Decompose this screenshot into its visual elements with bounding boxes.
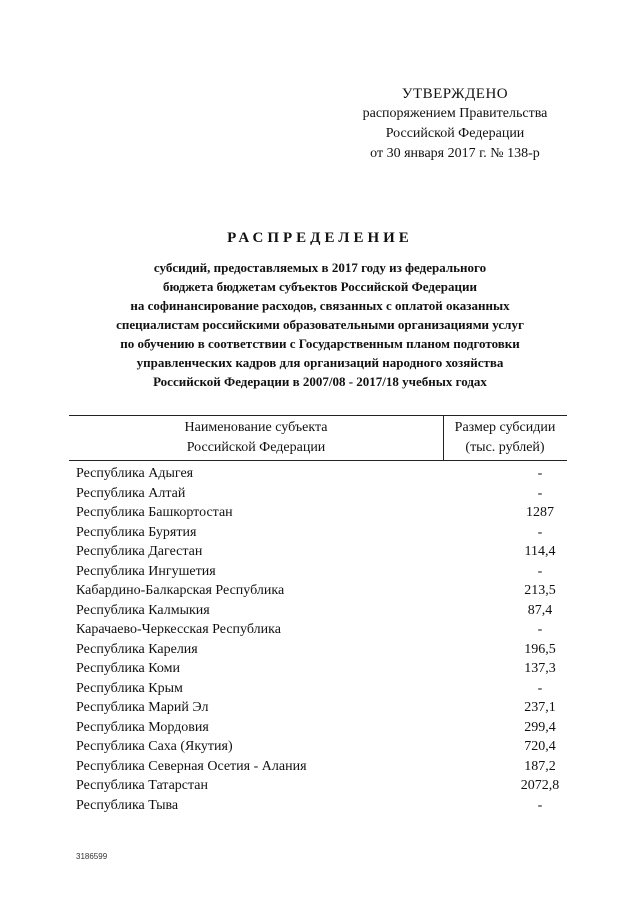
header-text: Размер субсидии — [454, 420, 556, 435]
table-row — [76, 698, 566, 718]
subject-name: Республика Дагестан — [76, 544, 203, 559]
table-body — [76, 464, 566, 815]
subtitle-line: специалистам российскими образовательными организациями услуг — [116, 317, 524, 332]
header-text: Российской Федерации — [186, 440, 326, 455]
approval-line-1: распоряжением Правительства — [362, 106, 548, 121]
subtitle-line: по обучению в соответствии с Государственным планом подготовки — [120, 336, 520, 351]
subject-name: Республика Калмыкия — [76, 602, 210, 618]
subtitle-line: бюджета бюджетам субъектов Российской Федерации — [163, 279, 477, 294]
subsidy-value: 137,3 — [524, 661, 556, 676]
subject-name: Республика Коми — [76, 661, 180, 676]
subsidy-value: 213,5 — [524, 583, 556, 598]
subsidy-value: 237,1 — [524, 700, 556, 715]
table-row — [76, 523, 566, 543]
table-row — [76, 679, 566, 699]
table-row — [76, 581, 566, 601]
column-header-subsidy — [443, 418, 567, 458]
subject-name: Республика Ингушетия — [76, 563, 216, 579]
subsidy-value: 720,4 — [524, 739, 556, 754]
subject-name: Республика Алтай — [76, 485, 186, 501]
table-row — [76, 464, 566, 484]
subsidy-value: - — [537, 622, 543, 637]
subject-name: Республика Карелия — [76, 641, 198, 657]
header-text: Наименование субъекта — [184, 420, 328, 435]
table-row — [76, 601, 566, 621]
table-row — [76, 542, 566, 562]
table-row — [76, 796, 566, 816]
table-row — [76, 640, 566, 660]
subsidy-value: - — [537, 466, 543, 481]
subsidy-value: 299,4 — [524, 719, 556, 735]
document-title: РАСПРЕДЕЛЕНИЕ — [227, 230, 413, 246]
approval-block — [330, 84, 580, 164]
approval-title: УТВЕРЖДЕНО — [401, 86, 509, 102]
approval-line-2: Российской Федерации — [385, 126, 525, 141]
subject-name: Республика Крым — [76, 680, 183, 696]
subject-name: Республика Мордовия — [76, 719, 209, 735]
subsidy-value: 187,2 — [524, 758, 556, 774]
subtitle-line: Российской Федерации в 2007/08 - 2017/18 учебных годах — [153, 374, 487, 389]
subject-name: Республика Бурятия — [76, 524, 197, 540]
header-text: (тыс. рублей) — [465, 440, 545, 455]
table-row — [76, 484, 566, 504]
document-code: 3186599 — [76, 852, 108, 861]
table-row — [76, 718, 566, 738]
subsidy-value: - — [537, 563, 543, 579]
column-header-subject — [69, 418, 443, 458]
subsidy-value: 114,4 — [524, 544, 556, 559]
subsidy-value: 2072,8 — [520, 778, 560, 793]
subtitle-line: управленческих кадров для организаций народного хозяйства — [136, 355, 504, 370]
table-row — [76, 503, 566, 523]
subsidy-value: 196,5 — [524, 641, 556, 657]
subject-name: Республика Башкортостан — [76, 505, 233, 520]
subject-name: Республика Адыгея — [76, 466, 194, 481]
approval-line-3: от 30 января 2017 г. № 138-р — [370, 146, 540, 161]
table-top-rule — [69, 415, 567, 416]
subject-name: Кабардино-Балкарская Республика — [76, 583, 285, 598]
subtitle-line: субсидий, предоставляемых в 2017 году из федерального — [153, 260, 487, 275]
subsidy-value: 87,4 — [527, 602, 553, 618]
table-row — [76, 562, 566, 582]
table-row — [76, 659, 566, 679]
subsidy-value: - — [537, 680, 543, 696]
subsidy-value: 1287 — [526, 505, 554, 520]
table-row — [76, 620, 566, 640]
subject-name: Республика Саха (Якутия) — [76, 739, 233, 754]
subsidy-value: - — [537, 524, 543, 540]
table-row — [76, 737, 566, 757]
subject-name: Республика Татарстан — [76, 778, 209, 793]
table-row — [76, 776, 566, 796]
subsidy-value: - — [537, 485, 543, 501]
document-subtitle — [60, 258, 580, 391]
table-header-rule — [69, 460, 567, 461]
table-row — [76, 757, 566, 777]
subtitle-line: на софинансирование расходов, связанных с оплатой оказанных — [130, 298, 510, 313]
subsidy-value: - — [537, 797, 543, 813]
subject-name: Республика Тыва — [76, 797, 179, 813]
subject-name: Карачаево-Черкесская Республика — [76, 622, 281, 637]
subject-name: Республика Марий Эл — [76, 700, 209, 715]
subject-name: Республика Северная Осетия - Алания — [76, 758, 307, 774]
